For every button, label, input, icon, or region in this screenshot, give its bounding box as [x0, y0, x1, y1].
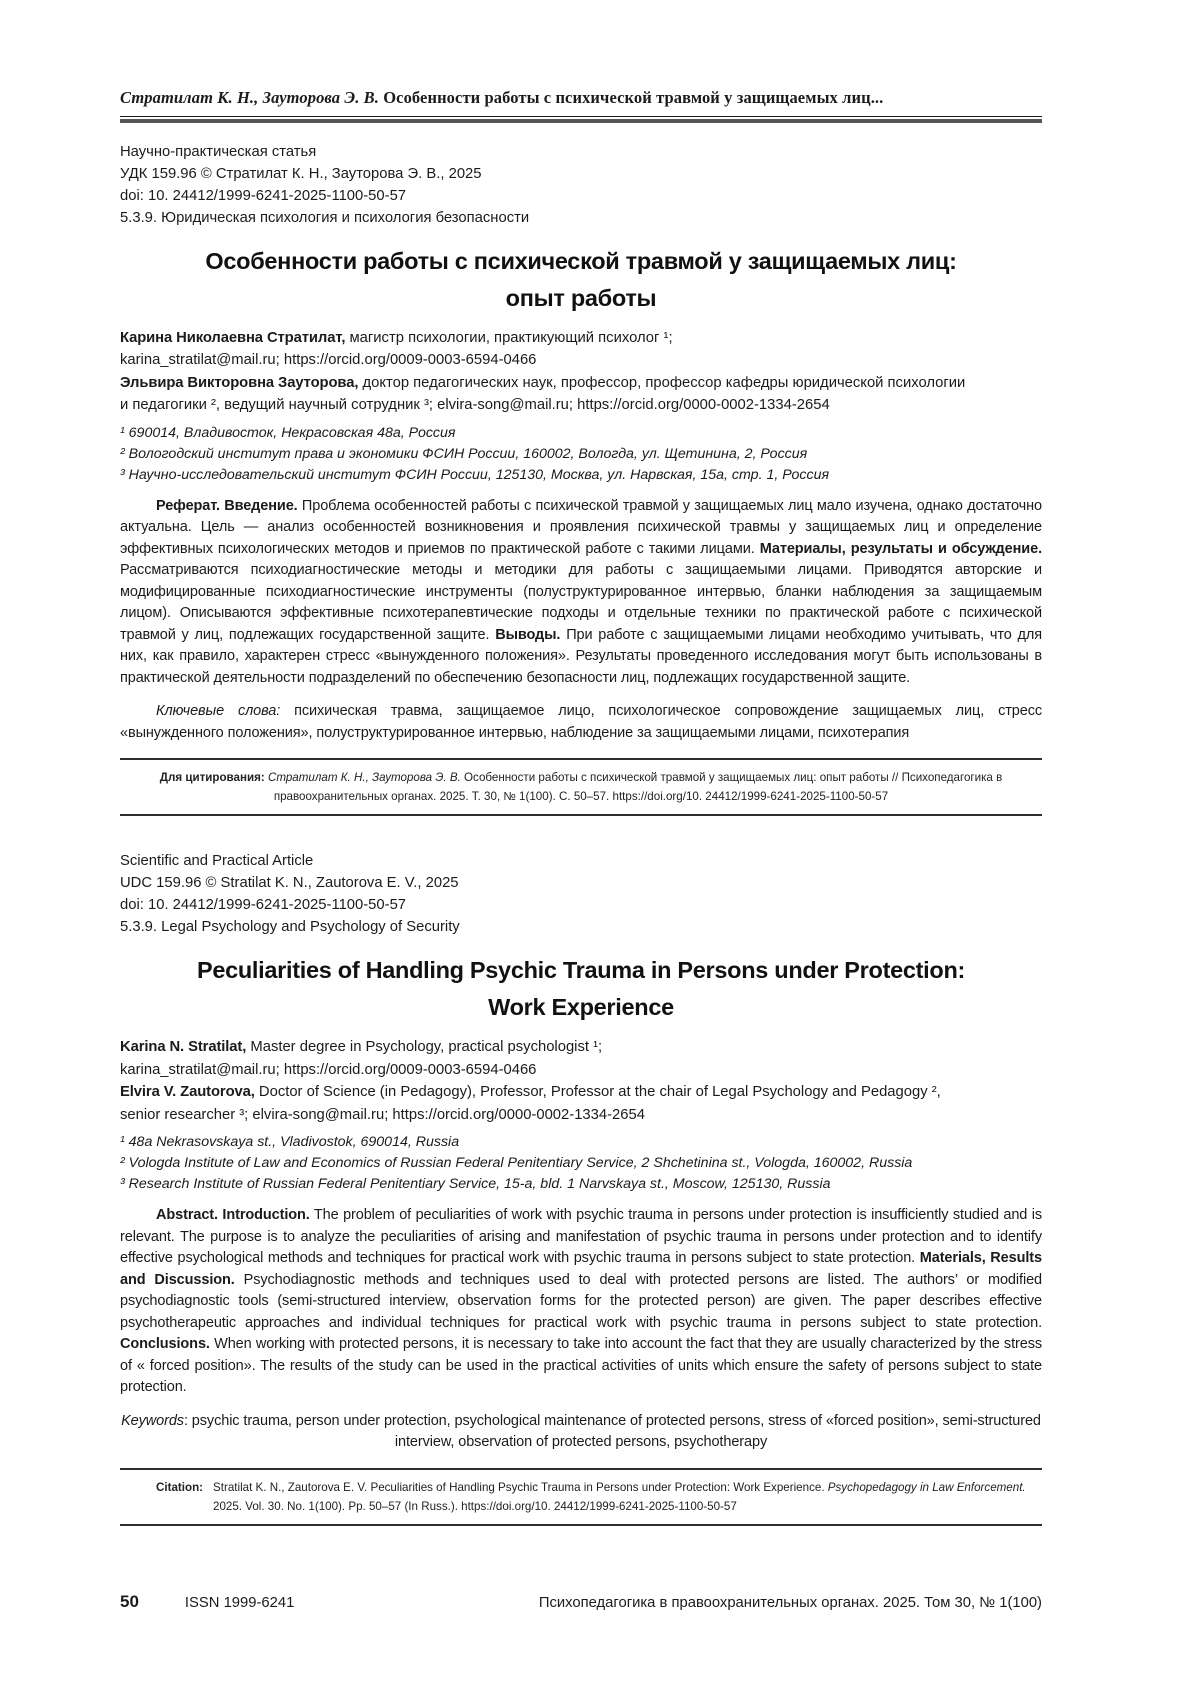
author-line: Эльвира Викторовна Зауторова, доктор педагогических наук, профессор, профессор кафедры юридической психологии — [120, 374, 966, 391]
abstract-ru: Реферат. Введение. Проблема особенностей работы с психической травмой у защищаемых лиц мало изучена, однако достаточно актуальна. Цель — анализ особенностей возникновения и проявления психической травмы у защищаемых лиц и определение эффективных психологических методов и приемов по практической работе с такими лицами. Материалы, результаты и обсуждение. Рассматриваются психодиагностические методы и методики для работы с защищаемыми лицами. Приводятся авторские и модифицированные психодиагностические инструменты (полуструктурированное интервью, бланки наблюдения за защищаемым лицом). Описываются эффективные психотерапевтические подходы и отдельные техники по практической работе с психической травмой у лиц, подлежащих государственной защите. Выводы. При работе с защищаемыми лицами необходимо учитывать, что для них, как правило, характерен стресс «вынужденного положения». Результаты проведенного исследования могут быть использованы в практической деятельности подразделений по обеспечению безопасности лиц, подлежащих государственной защите. — [120, 497, 1043, 686]
author-line: Elvira V. Zautorova, Doctor of Science (in Pedagogy), Professor, Professor at the chair of Legal Psychology and Pedagogy ², — [120, 1084, 941, 1100]
specialty-line-ru: 5.3.9. Юридическая психология и психология безопасности — [120, 209, 530, 226]
author-line: senior researcher ³; elvira-song@mail.ru; https://orcid.org/0000-0002-1334-2654 — [120, 1106, 645, 1123]
page-footer — [120, 1592, 1042, 1612]
authors-block-ru — [120, 327, 1042, 417]
citation-block-ru: Для цитирования: Стратилат К. Н., Зауторова Э. В. Особенности работы с психической травмой у защищаемых лиц: опыт работы // Психопедагогика в правоохранительных органах. 2025. Т. 30, № 1(100). С. 50–57. https://doi.org/10. 24412/1999-6241-2025-1100-50-57 — [120, 758, 1042, 816]
issn: ISSN 1999-6241 — [184, 1595, 295, 1611]
abstract-en: Abstract. Introduction. The problem of peculiarities of work with psychic trauma in persons under protection is insufficiently studied and is relevant. The purpose is to analyze the peculiarities of arising and manifestation of psychic trauma in persons under protection and to identify effective psychological methods and techniques for practical work with psychic trauma in persons subject to state protection. Materials, Results and Discussion. Psychodiagnostic methods and techniques used to deal with protected persons are listed. The authors’ or modified psychodiagnostic tools (semi-structured interview, observation forms for the protected person) are given. The paper describes effective psychotherapeutic approaches and individual techniques for practical work with psychic trauma in persons subject to state protection. Conclusions. When working with protected persons, it is necessary to take into account the fact that they are usually characterized by the stress of « forced position». The results of the study can be used in the practical activities of units which ensure the safety of persons subject to state protection. — [120, 1207, 1043, 1395]
running-head-authors: Стратилат К. Н., Зауторова Э. В. — [120, 88, 379, 107]
page-number: 50 — [120, 1592, 139, 1611]
doi-line-en: doi: 10. 24412/1999-6241-2025-1100-50-57 — [120, 897, 407, 913]
meta-block-ru — [120, 141, 1042, 229]
article-title-en-line2: Work Experience — [488, 994, 674, 1020]
specialty-line-en: 5.3.9. Legal Psychology and Psychology of Security — [120, 919, 460, 935]
running-head-title: Особенности работы с психической травмой у защищаемых лиц... — [378, 88, 884, 107]
affiliations-block-ru — [120, 423, 1042, 486]
meta-block-en — [120, 850, 1042, 938]
affiliation-line: ² Vologda Institute of Law and Economics of Russian Federal Penitentiary Service, 2 Shchetinina st., Vologda, 160002, Russia — [120, 1155, 913, 1171]
citation-label-ru: Для цитирования: — [159, 771, 265, 784]
affiliation-line: ¹ 690014, Владивосток, Некрасовская 48а, Россия — [120, 424, 456, 441]
author-line: Karina N. Stratilat, Master degree in Psychology, practical psychologist ¹; — [120, 1039, 603, 1055]
affiliation-line: ³ Research Institute of Russian Federal Penitentiary Service, 15-a, bld. 1 Narvskaya st., Moscow, 125130, Russia — [120, 1176, 831, 1192]
udc-line-en: UDC 159.96 © Stratilat K. N., Zautorova E. V., 2025 — [120, 875, 459, 891]
running-head — [120, 88, 1042, 117]
citation-text-en: Stratilat K. N., Zautorova E. V. Peculiarities of Handling Psychic Trauma in Persons under Protection: Work Experience. Psychopedagogy in Law Enforcement. 2025. Vol. 30. No. 1(100). Pp. 50–57 (In Russ.). https://doi.org/10. 24412/1999-6241-2025-1100-50-57 — [213, 1480, 1026, 1513]
keywords-ru: Ключевые слова: психическая травма, защищаемое лицо, психологическое сопровождение защищаемых лиц, стресс «вынужденного положения», полуструктурированное интервью, наблюдение за защищаемыми лицами, психотерапия — [120, 703, 1042, 741]
author-line: и педагогики ², ведущий научный сотрудник ³; elvira-song@mail.ru; https://orcid.org/0000-0002-1334-2654 — [120, 397, 830, 413]
affiliation-line: ³ Научно-исследовательский институт ФСИН России, 125130, Москва, ул. Нарвская, 15а, стр. 1, Россия — [120, 466, 830, 483]
citation-block-en — [120, 1468, 1042, 1526]
article-title-en — [120, 952, 1042, 1026]
journal-footer-line: Психопедагогика в правоохранительных органах. 2025. Том 30, № 1(100) — [538, 1595, 1042, 1611]
author-line: karina_stratilat@mail.ru; https://orcid.org/0009-0003-6594-0466 — [120, 352, 537, 368]
doi-line-ru: doi: 10. 24412/1999-6241-2025-1100-50-57 — [120, 187, 407, 204]
affiliations-block-en — [120, 1132, 1042, 1195]
article-title-ru-line1: Особенности работы с психической травмой у защищаемых лиц: — [205, 247, 957, 274]
author-line: karina_stratilat@mail.ru; https://orcid.org/0009-0003-6594-0466 — [120, 1061, 537, 1078]
keywords-label-en: Keywords — [121, 1412, 184, 1429]
keywords-en: Keywords: psychic trauma, person under protection, psychological maintenance of protected persons, stress of «forced position», semi-structured interview, observation of protected persons, psychotherapy — [121, 1412, 1041, 1450]
citation-label-en: Citation: — [156, 1480, 204, 1494]
keywords-label-ru: Ключевые слова: — [156, 703, 281, 719]
article-type-ru: Научно-практическая статья — [120, 143, 317, 160]
udc-line-ru: УДК 159.96 © Стратилат К. Н., Зауторова Э. В., 2025 — [120, 165, 482, 182]
article-title-ru — [120, 243, 1042, 317]
article-title-en-line1: Peculiarities of Handling Psychic Trauma in Persons under Protection: — [196, 957, 966, 983]
article-type-en: Scientific and Practical Article — [120, 853, 314, 869]
author-line: Карина Николаевна Стратилат, магистр психологии, практикующий психолог ¹; — [120, 329, 673, 346]
running-head-rule — [120, 119, 1042, 123]
page-content — [120, 88, 1042, 1526]
affiliation-line: ² Вологодский институт права и экономики ФСИН России, 160002, Вологда, ул. Щетинина, 2, Россия — [120, 445, 808, 462]
article-title-ru-line2: опыт работы — [505, 284, 657, 311]
affiliation-line: ¹ 48a Nekrasovskaya st., Vladivostok, 690014, Russia — [120, 1134, 460, 1150]
authors-block-en — [120, 1036, 1042, 1126]
